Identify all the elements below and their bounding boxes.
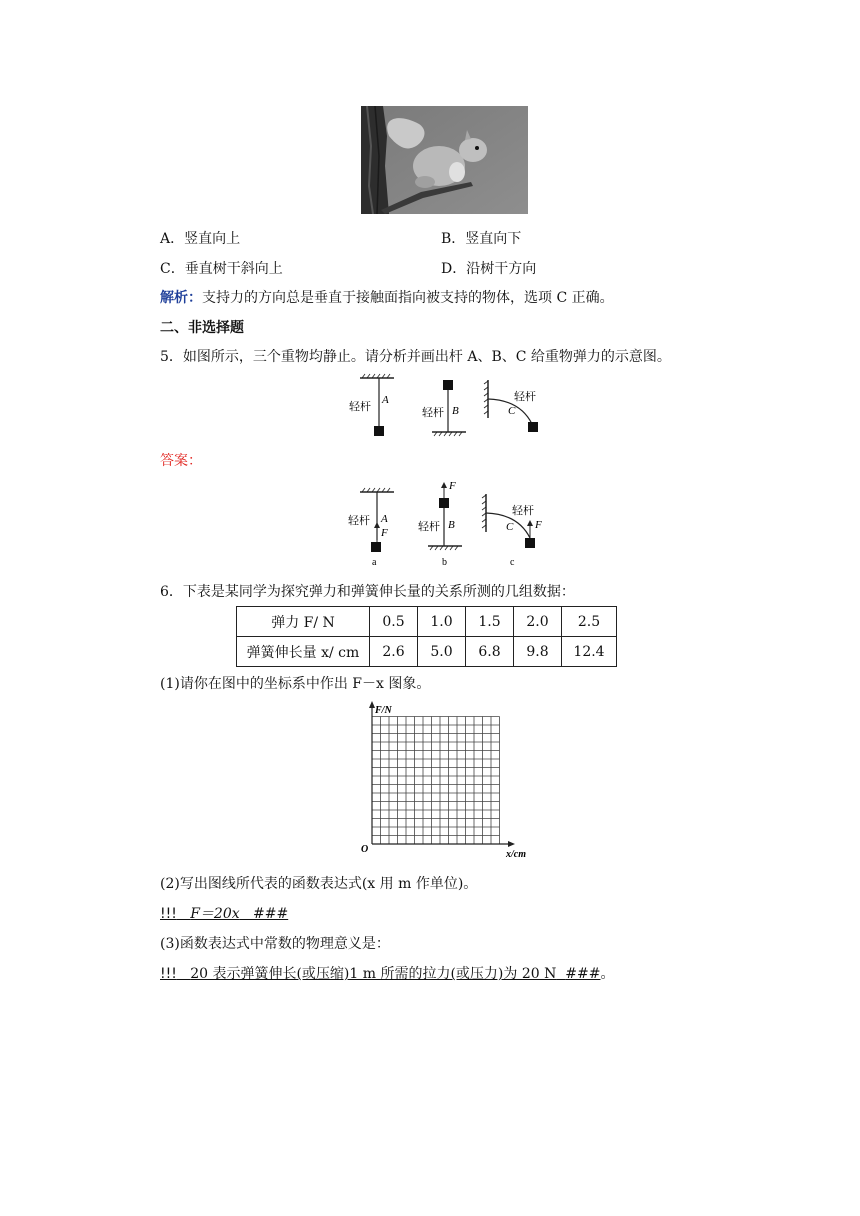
answer-label-c: C: [506, 521, 514, 533]
option-c: C．垂直树干斜向上: [160, 261, 283, 277]
squirrel-photo: [361, 106, 528, 214]
table-cell: 9.8: [514, 637, 562, 667]
section-title: 二、非选择题: [160, 320, 244, 336]
rod-label-b: 轻杆: [422, 407, 444, 419]
table-cell: 1.5: [466, 607, 514, 637]
option-a: A．竖直向上: [160, 231, 241, 247]
answer-force-b: F: [449, 480, 456, 492]
answer-rod-c: 轻杆: [512, 505, 534, 517]
origin-label: O: [361, 844, 369, 855]
label-a: A: [382, 394, 389, 406]
answer-rod-b: 轻杆: [418, 521, 440, 533]
question-5-diagram: [348, 372, 548, 438]
answer-2-open: !!!: [160, 906, 177, 922]
table-cell: 2.6: [370, 637, 418, 667]
table-cell: 1.0: [418, 607, 466, 637]
part-2: (2)写出图线所代表的函数表达式(x 用 m 作单位)。: [160, 876, 478, 892]
y-axis-label: F/N: [375, 705, 392, 716]
rod-label-c: 轻杆: [514, 391, 536, 403]
answer-2-close: ###: [253, 906, 289, 922]
table-header: 弹簧伸长量 x/ cm: [237, 637, 370, 667]
answer-force-a: F: [381, 527, 388, 539]
question-6: 6．下表是某同学为探究弹力和弹簧伸长量的关系所测的几组数据：: [160, 584, 575, 600]
x-axis-label: x/cm: [506, 849, 526, 860]
answer-label-a: A: [381, 513, 388, 525]
empty-graph-grid: [358, 700, 538, 865]
table-cell: 5.0: [418, 637, 466, 667]
table-row: [237, 637, 617, 667]
data-table: [236, 606, 617, 667]
answer-3-close: ###: [565, 966, 601, 982]
caption-b: b: [442, 557, 447, 568]
caption-c: c: [510, 557, 515, 568]
answer-3-open: !!!: [160, 966, 177, 982]
option-d: D．沿树干方向: [441, 261, 537, 277]
table-header: 弹力 F/ N: [237, 607, 370, 637]
answer-3-end: 。: [600, 966, 615, 982]
label-b: B: [452, 405, 459, 417]
answer-3: [160, 963, 614, 983]
option-b: B．竖直向下: [441, 231, 522, 247]
answer-2-text: F＝20x: [190, 906, 240, 922]
table-cell: 12.4: [562, 637, 617, 667]
label-c: C: [508, 405, 516, 417]
answer-label: 答案：: [160, 453, 202, 469]
table-cell: 6.8: [466, 637, 514, 667]
table-cell: 2.5: [562, 607, 617, 637]
table-row: [237, 607, 617, 637]
analysis-text: 支持力的方向总是垂直于接触面指向被支持的物体，选项 C 正确。: [202, 290, 614, 306]
table-cell: 0.5: [370, 607, 418, 637]
answer-force-c: F: [535, 519, 542, 531]
part-3: (3)函数表达式中常数的物理意义是：: [160, 936, 390, 952]
answer-label-b: B: [448, 519, 455, 531]
rod-label-a: 轻杆: [349, 401, 371, 413]
part-1: (1)请你在图中的坐标系中作出 F－x 图象。: [160, 676, 431, 692]
table-cell: 2.0: [514, 607, 562, 637]
answer-2: [160, 903, 288, 923]
answer-rod-a: 轻杆: [348, 515, 370, 527]
answer-3-text: 20 表示弹簧伸长(或压缩)1 m 所需的拉力(或压力)为 20 N: [190, 966, 557, 982]
question-5: 5．如图所示，三个重物均静止。请分析并画出杆 A、B、C 给重物弹力的示意图。: [160, 349, 671, 365]
analysis-label: 解析：: [160, 290, 202, 306]
analysis: [160, 287, 614, 307]
caption-a: a: [372, 557, 377, 568]
answer-diagram: [348, 478, 548, 568]
